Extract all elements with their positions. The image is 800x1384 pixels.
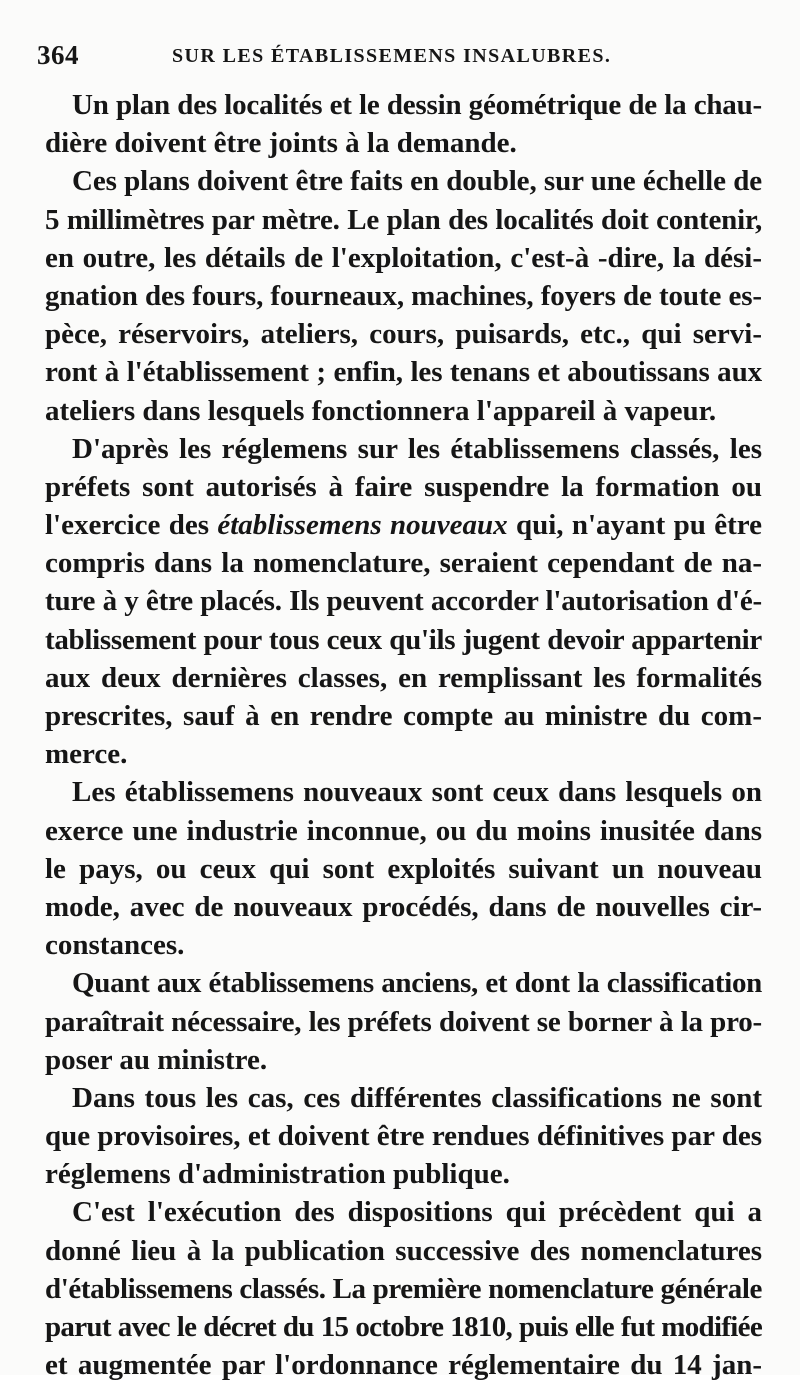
text-line: dière doivent être joints à la demande.: [45, 127, 517, 160]
text-line: le pays, ou ceux qui sont exploités suivant un nouveau: [45, 852, 762, 885]
text-line: Ces plans doivent être faits en double, sur une échelle de: [72, 165, 762, 198]
text-segment: qui, n'ayant pu être: [507, 509, 762, 542]
text-line: d'établissemens classés. La première nomenclature générale: [45, 1272, 762, 1305]
text-line: et augmentée par l'ordonnance réglementaire du 14 jan-: [45, 1349, 762, 1382]
text-line: D'après les réglemens sur les établissemens classés, les: [72, 432, 762, 465]
text-line: que provisoires, et doivent être rendues définitives par des: [45, 1120, 762, 1153]
text-line: en outre, les détails de l'exploitation, c'est-à -dire, la dési-: [45, 241, 762, 274]
text-line: mode, avec de nouveaux procédés, dans de nouvelles cir-: [45, 890, 762, 923]
text-line: Dans tous les cas, ces différentes classifications ne sont: [72, 1081, 762, 1114]
text-line: compris dans la nomenclature, seraient cependant de na-: [45, 547, 762, 580]
text-line: paraîtrait nécessaire, les préfets doivent se borner à la pro-: [45, 1005, 762, 1038]
text-line: exerce une industrie inconnue, ou du moins inusitée dans: [45, 814, 762, 847]
text-line: C'est l'exécution des dispositions qui précèdent qui a: [72, 1196, 762, 1229]
running-title: SUR LES ÉTABLISSEMENS INSALUBRES.: [172, 45, 612, 67]
text-line: merce.: [45, 738, 128, 771]
text-line: ture à y être placés. Ils peuvent accorder l'autorisation d'é-: [45, 585, 762, 618]
text-line: tablissement pour tous ceux qu'ils jugent devoir appartenir: [45, 623, 762, 656]
text-line: constances.: [45, 929, 185, 962]
text-line: poser au ministre.: [45, 1043, 268, 1076]
text-line: réglemens d'administration publique.: [45, 1158, 510, 1191]
text-line: donné lieu à la publication successive des nomenclatures: [45, 1234, 762, 1267]
page-number: 364: [37, 40, 79, 70]
text-line: ateliers dans lesquels fonctionnera l'appareil à vapeur.: [45, 394, 717, 427]
text-line: aux deux dernières classes, en remplissant les formalités: [45, 661, 762, 694]
text-line: gnation des fours, fourneaux, machines, foyers de toute es-: [45, 279, 762, 312]
text-line: prescrites, sauf à en rendre compte au ministre du com-: [45, 700, 762, 732]
text-segment: l'exercice des: [45, 509, 218, 542]
text-line: préfets sont autorisés à faire suspendre la formation ou: [45, 470, 762, 503]
text-line: 5 millimètres par mètre. Le plan des localités doit contenir,: [45, 203, 762, 236]
body-text: [45, 86, 762, 1384]
text-line: pèce, réservoirs, ateliers, cours, puisards, etc., qui servi-: [45, 318, 762, 351]
italic-term: établissemens nouveaux: [217, 509, 508, 542]
text-line: Les établissemens nouveaux sont ceux dans lesquels on: [72, 776, 762, 809]
text-line: Quant aux établissemens anciens, et dont la classification: [72, 967, 762, 1000]
text-line: parut avec le décret du 15 octobre 1810, puis elle fut modifiée: [45, 1311, 762, 1343]
text-line: ront à l'établissement ; enfin, les tenans et aboutissans aux: [45, 356, 762, 389]
text-line: Un plan des localités et le dessin géométrique de la chau-: [72, 89, 762, 121]
page-header: [37, 40, 767, 76]
text-line: [45, 506, 762, 544]
